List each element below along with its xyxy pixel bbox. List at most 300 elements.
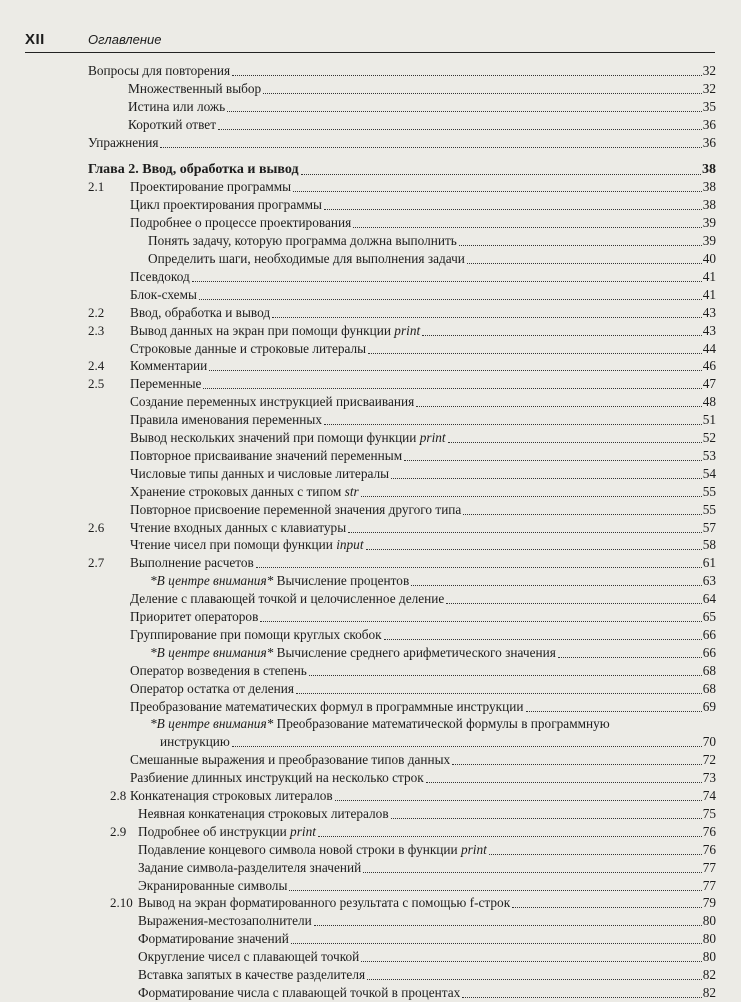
toc-row[interactable] — [0, 232, 741, 250]
toc-page-number: 72 — [702, 752, 716, 768]
leader-dots — [324, 208, 702, 210]
leader-dots — [314, 924, 702, 926]
toc-entry — [130, 447, 716, 465]
toc-entry-title — [88, 134, 158, 152]
toc-entry — [130, 608, 716, 626]
toc-entry-title — [130, 769, 424, 787]
toc-page-number: 64 — [702, 591, 716, 607]
code-term: str — [344, 483, 359, 499]
toc-page-number: 57 — [702, 519, 716, 535]
toc-entry-title — [138, 805, 389, 823]
code-term: print — [460, 841, 487, 857]
toc-entry-text: Приоритет операторов — [130, 609, 259, 624]
toc-entry — [128, 116, 716, 134]
leader-dots — [218, 128, 702, 130]
toc-entry — [138, 912, 716, 930]
toc-entry — [130, 429, 716, 447]
toc-entry — [130, 698, 716, 716]
toc-entry-text: Форматирование числа с плавающей точкой в процентах — [138, 984, 461, 1000]
toc-row[interactable] — [0, 608, 741, 626]
leader-dots — [361, 495, 702, 497]
toc-entry — [130, 304, 716, 322]
toc-row[interactable] — [0, 178, 741, 196]
toc-entry-title — [130, 698, 524, 716]
toc-row[interactable] — [0, 286, 741, 304]
section-number: 2.5 — [88, 376, 105, 392]
toc-entry-text: Создание переменных инструкцией присваивания — [130, 394, 415, 410]
toc-entry-text: Переменные — [130, 376, 202, 392]
toc-entry-title — [130, 519, 346, 537]
section-number: 2.9 — [110, 823, 127, 839]
toc-page-number: 73 — [702, 770, 716, 786]
toc-row[interactable] — [0, 859, 741, 877]
toc-row[interactable] — [0, 501, 741, 519]
toc-entry — [130, 268, 716, 286]
toc-row[interactable] — [0, 536, 741, 554]
toc-row[interactable] — [0, 930, 741, 948]
toc-entry-text: Оператор возведения в степень — [130, 662, 307, 678]
toc-page-number: 63 — [702, 573, 716, 589]
toc-page-number: 32 — [702, 63, 716, 78]
toc-page-number: 58 — [702, 537, 716, 553]
toc-entry — [130, 214, 716, 232]
toc-row[interactable] — [0, 268, 741, 286]
leader-dots — [426, 781, 702, 783]
code-term: input — [336, 537, 364, 553]
leader-dots — [404, 459, 702, 461]
toc-page-number: 61 — [702, 555, 716, 571]
toc-entry — [130, 751, 716, 769]
toc-entry-text: Группирование при помощи круглых скобок — [130, 626, 382, 642]
toc-row[interactable] — [0, 375, 741, 393]
toc-page-number: 74 — [702, 788, 716, 803]
toc-page-number: 66 — [702, 626, 716, 642]
toc-entry — [128, 80, 716, 98]
toc-entry — [130, 769, 716, 787]
toc-entry-title — [128, 80, 261, 98]
toc-entry-text: Преобразование математических формул в программные инструкции — [130, 698, 524, 714]
toc-entry-text: Комментарии — [130, 358, 208, 374]
toc-entry-title — [148, 232, 457, 250]
toc-row[interactable] — [0, 698, 741, 716]
toc-entry-text: Вывод на экран форматированного результата с помощью f-строк — [138, 895, 511, 911]
toc-entry-title — [130, 196, 322, 214]
leader-dots — [463, 513, 701, 515]
toc-chapter-row[interactable] — [0, 161, 741, 179]
toc-entry-title — [130, 178, 291, 196]
toc-row[interactable] — [0, 680, 741, 698]
leader-dots — [309, 674, 702, 676]
toc-row[interactable] — [0, 483, 741, 501]
toc-row[interactable] — [0, 304, 741, 322]
toc-entry-text: Повторное присвоение переменной значения другого типа — [130, 501, 462, 517]
toc-entry — [130, 680, 716, 698]
toc-entry — [138, 894, 716, 912]
toc-row[interactable] — [0, 357, 741, 375]
toc-entry — [150, 715, 716, 733]
toc-entry-text: Вычисление процентов — [276, 573, 410, 589]
toc-row[interactable] — [0, 134, 741, 152]
toc-entry-text: Разбиение длинных инструкций на несколько строк — [130, 770, 424, 786]
toc-entry-text: Числовые типы данных и числовые литералы — [130, 465, 390, 481]
code-term: print — [419, 430, 446, 445]
toc-entry-title — [160, 733, 230, 751]
toc-entry-title — [138, 948, 359, 966]
leader-dots — [260, 620, 701, 622]
toc-page-number: 70 — [702, 734, 716, 750]
leader-dots — [192, 280, 702, 282]
toc-entry-text: Истина или ложь — [128, 98, 226, 114]
leader-dots — [391, 817, 702, 819]
toc-page-number: 36 — [702, 116, 716, 132]
toc-entry-text: Вставка запятых в качестве разделителя — [138, 967, 366, 982]
toc-entry-title — [130, 751, 450, 769]
toc-entry-title — [138, 823, 316, 841]
code-term: print — [394, 322, 421, 338]
toc-entry — [88, 62, 716, 80]
toc-entry-text: Хранение строковых данных с типом — [130, 483, 345, 499]
toc-page-number: 54 — [702, 465, 716, 481]
toc-row[interactable] — [0, 769, 741, 787]
toc-entry-title — [130, 626, 382, 644]
toc-row[interactable] — [0, 841, 741, 859]
toc-entry-title — [130, 680, 294, 698]
toc-entry-text: Проектирование программы — [130, 179, 292, 195]
toc-row[interactable] — [0, 250, 741, 268]
leader-dots — [335, 799, 702, 801]
toc-row[interactable] — [0, 322, 741, 340]
toc-page-number: 43 — [702, 322, 716, 338]
toc-entry-text: Строковые данные и строковые литералы — [130, 340, 367, 356]
toc-row[interactable] — [0, 984, 741, 1002]
code-term: print — [290, 823, 316, 839]
leader-dots — [232, 745, 702, 747]
toc-row[interactable] — [0, 519, 741, 537]
toc-row[interactable] — [0, 340, 741, 358]
leader-dots — [422, 334, 702, 336]
toc-entry — [130, 393, 716, 411]
toc-row[interactable] — [0, 715, 741, 733]
toc-entry — [130, 787, 716, 805]
toc-entry-text: Понять задачу, которую программа должна выполнить — [148, 233, 457, 249]
toc-entry-title — [130, 447, 402, 465]
leader-dots — [367, 978, 702, 980]
toc-entry-title — [130, 483, 359, 501]
toc-entry-text: Выполнение расчетов — [130, 555, 254, 571]
leader-dots — [448, 441, 702, 443]
leader-dots — [256, 566, 702, 568]
section-number: 2.6 — [88, 519, 105, 535]
toc-entry-text: Экранированные символы — [138, 877, 288, 893]
toc-page-number: 41 — [702, 268, 716, 284]
toc-page-number: 82 — [702, 967, 716, 982]
leader-dots — [391, 477, 702, 479]
leader-dots — [293, 190, 702, 192]
toc-entry-title — [130, 286, 197, 304]
toc-entry-title — [130, 590, 444, 608]
toc-entry — [138, 823, 716, 841]
toc-entry-text: Чтение входных данных с клавиатуры — [130, 519, 347, 535]
toc-row[interactable] — [0, 733, 741, 751]
toc-entry — [138, 805, 716, 823]
toc-entry-text: инструкцию — [160, 734, 230, 750]
toc-row[interactable] — [0, 447, 741, 465]
leader-dots — [558, 656, 702, 658]
toc-entry-title — [148, 250, 465, 268]
toc-entry-text: Псевдокод — [130, 268, 190, 284]
running-title: Оглавление — [88, 32, 162, 47]
leader-dots — [411, 584, 701, 586]
leader-dots — [462, 996, 701, 998]
toc-entry-text: Правила именования переменных — [130, 412, 322, 428]
toc-page-number: 36 — [702, 134, 716, 150]
toc-row[interactable] — [0, 62, 741, 80]
leader-dots — [199, 298, 702, 300]
toc-entry — [128, 98, 716, 116]
toc-row[interactable] — [0, 98, 741, 116]
toc-entry-title — [138, 984, 460, 1002]
leader-dots — [361, 960, 701, 962]
toc-page-number: 38 — [702, 161, 716, 177]
leader-dots — [526, 710, 702, 712]
toc-page-number: 76 — [702, 841, 716, 857]
toc-entry — [130, 286, 716, 304]
toc-page-number: 68 — [702, 662, 716, 678]
toc-page-number: 51 — [702, 412, 716, 428]
toc-entry — [130, 411, 716, 429]
section-number: 2.7 — [88, 555, 105, 571]
toc-entry — [138, 877, 716, 895]
toc-page-number: 80 — [702, 913, 716, 929]
section-number: 2.1 — [88, 179, 105, 195]
section-number: 2.3 — [88, 322, 105, 338]
toc-entry-text: Деление с плавающей точкой и целочисленное деление — [130, 591, 445, 607]
toc-page-number: 35 — [702, 98, 716, 114]
toc-entry-title — [130, 214, 351, 232]
toc-page-number: 80 — [702, 931, 716, 947]
toc-entry-title — [138, 877, 287, 895]
toc-entry-title — [150, 572, 409, 590]
leader-dots — [227, 110, 702, 112]
toc-row[interactable] — [0, 787, 741, 805]
toc-row[interactable] — [0, 805, 741, 823]
toc-entry — [138, 859, 716, 877]
toc-entry-title — [128, 116, 216, 134]
toc-row[interactable] — [0, 644, 741, 662]
toc-entry — [138, 948, 716, 966]
toc-page-number: 82 — [702, 984, 716, 1000]
toc-row[interactable] — [0, 572, 741, 590]
toc-row[interactable] — [0, 626, 741, 644]
section-number: 2.10 — [110, 895, 133, 911]
toc-entry — [130, 322, 716, 340]
toc-entry-text: Короткий ответ — [128, 116, 217, 132]
leader-dots — [291, 942, 702, 944]
toc-page-number: 44 — [702, 340, 716, 356]
toc-entry — [138, 930, 716, 948]
toc-page-number: 75 — [702, 805, 716, 821]
toc-entry-text: Подробнее о процессе проектирования — [130, 215, 352, 231]
toc-page-number: 43 — [702, 304, 716, 320]
toc-entry — [130, 340, 716, 358]
leader-dots — [263, 92, 702, 94]
toc-entry-text: Подробнее об инструкции — [138, 823, 291, 839]
toc-entry-text: Вывод данных на экран при помощи функции — [130, 322, 395, 338]
leader-dots — [512, 906, 702, 908]
toc-entry-text: Блок-схемы — [130, 286, 197, 302]
leader-dots — [416, 405, 702, 407]
toc-entry-text: Повторное присваивание значений переменным — [130, 447, 403, 463]
leader-dots — [289, 889, 701, 891]
toc-row[interactable] — [0, 877, 741, 895]
toc-row[interactable] — [0, 196, 741, 214]
toc-entry-title — [130, 429, 446, 447]
toc-page-number: 52 — [702, 430, 716, 445]
toc-entry-title — [138, 894, 510, 912]
toc-entry-text: Ввод, обработка и вывод — [130, 304, 271, 320]
toc-row[interactable] — [0, 393, 741, 411]
toc-row[interactable] — [0, 966, 741, 984]
toc-entry-text: Вывод нескольких значений при помощи функции — [130, 430, 420, 445]
toc-entry-title — [130, 554, 254, 572]
toc-page-number: 65 — [702, 609, 716, 624]
toc-row[interactable] — [0, 429, 741, 447]
toc-entry — [130, 554, 716, 572]
toc-row[interactable] — [0, 590, 741, 608]
toc-entry — [88, 161, 716, 179]
leader-dots — [467, 262, 702, 264]
toc-entry — [138, 841, 716, 859]
toc-entry-title — [88, 62, 230, 80]
toc-entry-title — [150, 715, 610, 733]
toc-entry-text: Вопросы для повторения — [88, 63, 231, 78]
toc-page-number: 47 — [702, 376, 716, 392]
toc-entry-text: Чтение чисел при помощи функции — [130, 537, 337, 553]
toc-page-number: 77 — [702, 877, 716, 893]
section-number: 2.8 — [110, 788, 127, 803]
toc-entry-title — [138, 859, 361, 877]
toc-page-number: 68 — [702, 680, 716, 696]
toc-entry-title — [130, 393, 414, 411]
toc-entry — [130, 501, 716, 519]
toc-row[interactable] — [0, 80, 741, 98]
leader-dots — [160, 146, 701, 148]
toc-entry-title — [130, 536, 364, 554]
section-number: 2.4 — [88, 358, 105, 374]
toc-page-number: 32 — [702, 80, 716, 96]
toc-page-number: 76 — [702, 823, 716, 839]
toc-row[interactable] — [0, 948, 741, 966]
toc-entry — [130, 483, 716, 501]
toc-row[interactable] — [0, 823, 741, 841]
leader-dots — [446, 602, 701, 604]
toc-entry — [150, 644, 716, 662]
toc-entry-title — [130, 787, 333, 805]
toc-row[interactable] — [0, 912, 741, 930]
toc-page-number: 38 — [702, 197, 716, 213]
toc-entry-text: Оператор остатка от деления — [130, 680, 294, 696]
toc-entry-text: Множественный выбор — [128, 80, 262, 96]
toc-entry-title — [130, 357, 207, 375]
toc-entry — [130, 196, 716, 214]
toc-entry-text: Определить шаги, необходимые для выполнения задачи — [148, 251, 465, 266]
toc-row[interactable] — [0, 662, 741, 680]
toc-row[interactable] — [0, 116, 741, 134]
toc-entry-title — [138, 966, 365, 984]
toc-page-number: 69 — [702, 698, 716, 714]
toc-page-number: 79 — [702, 895, 716, 911]
toc-entry-text: Цикл проектирования программы — [130, 197, 322, 213]
toc-row[interactable] — [0, 751, 741, 769]
toc-entry — [130, 590, 716, 608]
toc-entry-title — [130, 304, 270, 322]
toc-entry-text: Смешанные выражения и преобразование типов данных — [130, 752, 451, 768]
toc-row[interactable] — [0, 411, 741, 429]
toc-entry — [130, 519, 716, 537]
spotlight-label: *В центре внимания* — [150, 716, 277, 732]
toc-entry — [160, 733, 716, 751]
toc-entry-text: Форматирование значений — [138, 931, 289, 947]
toc-entry-text: Конкатенация строковых литералов — [130, 788, 333, 803]
toc-page-number: 77 — [702, 859, 716, 875]
toc-entry-title — [130, 465, 389, 483]
toc-entry-title — [130, 375, 201, 393]
toc-row[interactable] — [0, 214, 741, 232]
toc-entry — [148, 232, 716, 250]
toc-entry-title — [138, 912, 312, 930]
toc-entry — [150, 572, 716, 590]
leader-dots — [318, 835, 702, 837]
toc-page-number: 39 — [702, 215, 716, 231]
toc-page-number: 39 — [702, 233, 716, 249]
toc-entry — [148, 250, 716, 268]
leader-dots — [459, 244, 702, 246]
toc-entry-title — [138, 930, 289, 948]
toc-entry-text: Упражнения — [88, 134, 159, 150]
leader-dots — [384, 638, 702, 640]
toc-entry — [130, 375, 716, 393]
leader-dots — [366, 548, 702, 550]
toc-entry-title — [128, 98, 225, 116]
toc-entry-title — [150, 644, 556, 662]
toc-entry — [130, 178, 716, 196]
toc-entry-title — [88, 161, 299, 179]
leader-dots — [209, 369, 701, 371]
toc-entry — [130, 536, 716, 554]
toc-entry-text: Выражения-местозаполнители — [138, 913, 312, 929]
leader-dots — [232, 74, 702, 76]
toc-row[interactable] — [0, 554, 741, 572]
toc-page-number: 80 — [702, 949, 716, 965]
toc-entry-title — [130, 322, 420, 340]
toc-entry-title — [130, 340, 366, 358]
toc-entry-text: Округление чисел с плавающей точкой — [138, 949, 360, 965]
toc-row[interactable] — [0, 465, 741, 483]
toc-row[interactable] — [0, 894, 741, 912]
leader-dots — [301, 173, 701, 175]
toc-entry — [138, 966, 716, 984]
toc-entry-title — [130, 608, 258, 626]
toc-entry-title — [138, 841, 487, 859]
toc-entry — [130, 357, 716, 375]
spotlight-label: *В центре внимания* — [150, 644, 277, 660]
toc-entry-title — [130, 662, 307, 680]
toc-entry — [130, 626, 716, 644]
leader-dots — [272, 316, 702, 318]
spotlight-label: *В центре внимания* — [150, 573, 277, 589]
leader-dots — [452, 763, 702, 765]
toc-page-number: 48 — [702, 394, 716, 410]
